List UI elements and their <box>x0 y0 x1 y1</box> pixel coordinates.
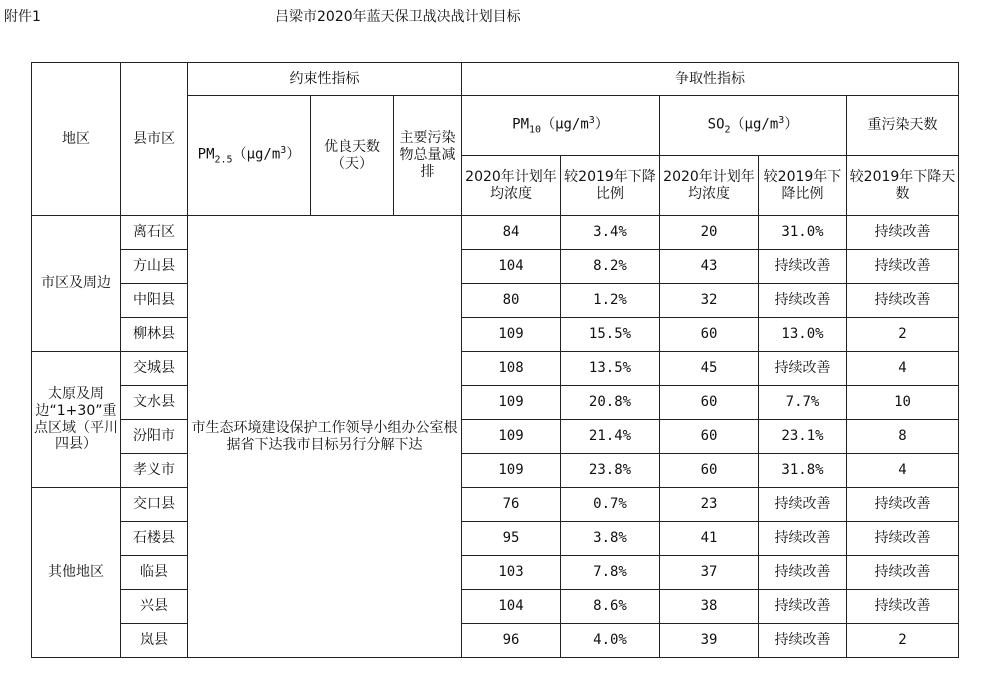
so2-decline: 持续改善 <box>759 624 847 658</box>
so2-value: 41 <box>660 522 759 556</box>
header-so2: $SO_2(\mu g/m^3)$ <box>660 96 847 156</box>
so2-decline: 持续改善 <box>759 250 847 284</box>
heavy-days: 10 <box>847 386 959 420</box>
so2-value: 60 <box>660 454 759 488</box>
pm10-value: 109 <box>462 386 561 420</box>
so2-decline: 持续改善 <box>759 488 847 522</box>
header-binding-group: 约束性指标 <box>188 63 462 96</box>
heavy-days: 持续改善 <box>847 250 959 284</box>
pm10-decline: 7.8% <box>561 556 660 590</box>
county-cell: 兴县 <box>121 590 188 624</box>
so2-decline: 23.1% <box>759 420 847 454</box>
pm10-decline: 20.8% <box>561 386 660 420</box>
so2-decline: 13.0% <box>759 318 847 352</box>
so2-decline: 31.0% <box>759 216 847 250</box>
so2-value: 37 <box>660 556 759 590</box>
so2-decline: 持续改善 <box>759 590 847 624</box>
so2-decline: 持续改善 <box>759 352 847 386</box>
pm10-decline: 0.7% <box>561 488 660 522</box>
pm10-value: 80 <box>462 284 561 318</box>
county-cell: 临县 <box>121 556 188 590</box>
table-row <box>32 454 959 488</box>
header-heavy-days: 重污染天数 <box>847 96 959 156</box>
heavy-days: 2 <box>847 624 959 658</box>
pm10-decline: 21.4% <box>561 420 660 454</box>
pm10-decline: 8.2% <box>561 250 660 284</box>
table-row <box>32 522 959 556</box>
county-cell: 汾阳市 <box>121 420 188 454</box>
pm10-value: 104 <box>462 590 561 624</box>
table-row <box>32 590 959 624</box>
region-cell: 市区及周边 <box>32 216 121 352</box>
so2-value: 23 <box>660 488 759 522</box>
table-row <box>32 318 959 352</box>
so2-decline: 7.7% <box>759 386 847 420</box>
merged-note: 市生态环境建设保护工作领导小组办公室根据省下达我市目标另行分解下达 <box>188 216 462 658</box>
heavy-days: 持续改善 <box>847 216 959 250</box>
pm10-value: 109 <box>462 318 561 352</box>
pm10-decline: 23.8% <box>561 454 660 488</box>
county-cell: 石楼县 <box>121 522 188 556</box>
region-cell: 其他地区 <box>32 488 121 658</box>
so2-value: 60 <box>660 318 759 352</box>
table-row <box>32 250 959 284</box>
so2-value: 20 <box>660 216 759 250</box>
so2-value: 32 <box>660 284 759 318</box>
table-row <box>32 386 959 420</box>
pm10-decline: 4.0% <box>561 624 660 658</box>
pm10-value: 103 <box>462 556 561 590</box>
pm10-value: 84 <box>462 216 561 250</box>
header-pm10-plan: 2020年计划年均浓度 <box>462 156 561 216</box>
header-county: 县市区 <box>121 63 188 216</box>
heavy-days: 持续改善 <box>847 488 959 522</box>
header-good-days: 优良天数（天） <box>311 96 394 216</box>
county-cell: 文水县 <box>121 386 188 420</box>
so2-decline: 31.8% <box>759 454 847 488</box>
header-pm10-decline: 较2019年下降比例 <box>561 156 660 216</box>
county-cell: 孝义市 <box>121 454 188 488</box>
pm10-value: 109 <box>462 420 561 454</box>
so2-decline: 持续改善 <box>759 556 847 590</box>
page-title: 吕梁市2020年蓝天保卫战决战计划目标 <box>275 9 521 25</box>
header-region: 地区 <box>32 63 121 216</box>
header-so2-plan: 2020年计划年均浓度 <box>660 156 759 216</box>
so2-decline: 持续改善 <box>759 522 847 556</box>
heavy-days: 持续改善 <box>847 590 959 624</box>
region-cell: 太原及周边“1+30”重点区域（平川四县） <box>32 352 121 488</box>
heavy-days: 4 <box>847 352 959 386</box>
header-pollutant-reduction: 主要污染物总量减排 <box>394 96 462 216</box>
header-pm10: $PM_{10}(\mu g/m^3)$ <box>462 96 660 156</box>
county-cell: 岚县 <box>121 624 188 658</box>
pm10-value: 109 <box>462 454 561 488</box>
header-target-group: 争取性指标 <box>462 63 959 96</box>
pm10-value: 76 <box>462 488 561 522</box>
attachment-label: 附件1 <box>4 9 41 25</box>
so2-value: 60 <box>660 420 759 454</box>
pm10-decline: 3.4% <box>561 216 660 250</box>
table-row <box>32 216 959 250</box>
so2-value: 45 <box>660 352 759 386</box>
heavy-days: 8 <box>847 420 959 454</box>
so2-value: 60 <box>660 386 759 420</box>
heavy-days: 持续改善 <box>847 556 959 590</box>
header-heavy-decline: 较2019年下降天数 <box>847 156 959 216</box>
table-row <box>32 352 959 386</box>
county-cell: 方山县 <box>121 250 188 284</box>
header-so2-decline: 较2019年下降比例 <box>759 156 847 216</box>
heavy-days: 持续改善 <box>847 284 959 318</box>
pm10-value: 95 <box>462 522 561 556</box>
pm10-value: 108 <box>462 352 561 386</box>
county-cell: 离石区 <box>121 216 188 250</box>
county-cell: 交城县 <box>121 352 188 386</box>
targets-table <box>31 62 959 658</box>
county-cell: 中阳县 <box>121 284 188 318</box>
table-row <box>32 624 959 658</box>
table-row <box>32 556 959 590</box>
so2-value: 39 <box>660 624 759 658</box>
header-pm25: $PM_{2.5}(\mu g/m^3)$ <box>188 96 311 216</box>
heavy-days: 2 <box>847 318 959 352</box>
pm10-decline: 15.5% <box>561 318 660 352</box>
pm10-decline: 13.5% <box>561 352 660 386</box>
so2-decline: 持续改善 <box>759 284 847 318</box>
table-row <box>32 420 959 454</box>
pm10-decline: 3.8% <box>561 522 660 556</box>
so2-value: 38 <box>660 590 759 624</box>
pm10-decline: 8.6% <box>561 590 660 624</box>
heavy-days: 持续改善 <box>847 522 959 556</box>
table-row <box>32 488 959 522</box>
table-row <box>32 284 959 318</box>
pm10-value: 104 <box>462 250 561 284</box>
pm10-decline: 1.2% <box>561 284 660 318</box>
pm10-value: 96 <box>462 624 561 658</box>
county-cell: 柳林县 <box>121 318 188 352</box>
so2-value: 43 <box>660 250 759 284</box>
heavy-days: 4 <box>847 454 959 488</box>
county-cell: 交口县 <box>121 488 188 522</box>
